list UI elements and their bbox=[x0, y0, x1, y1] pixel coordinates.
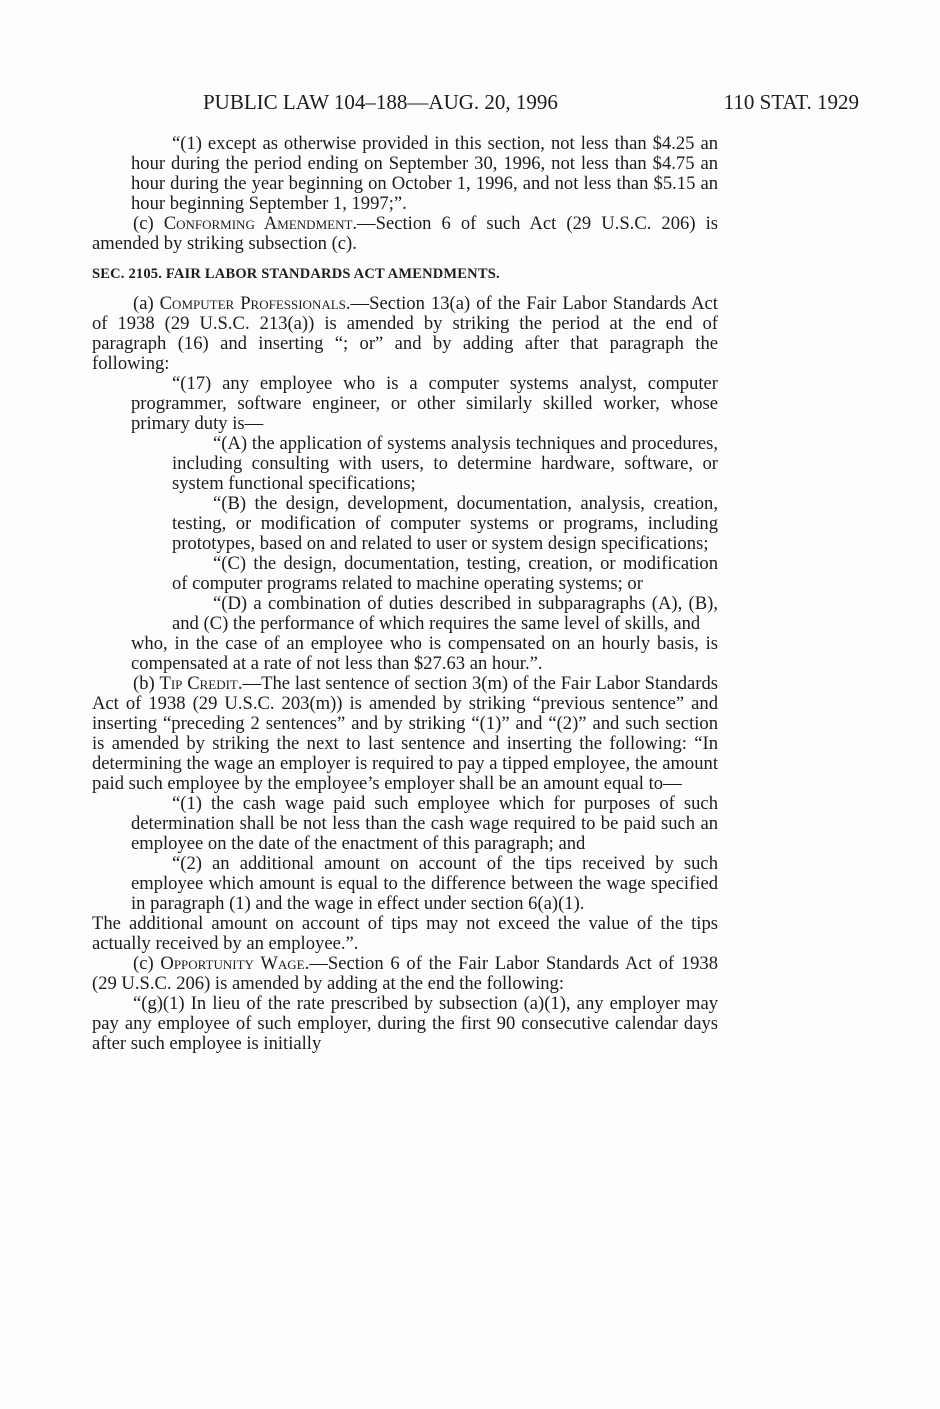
quoted-subparagraph-c: “(C) the design, documentation, testing, creation, or modification of computer programs related to machine operating systems; or bbox=[172, 553, 718, 594]
section-heading: SEC. 2105. FAIR LABOR STANDARDS ACT AMENDMENTS. bbox=[92, 266, 500, 282]
quoted-subsection-g: “(g)(1) In lieu of the rate prescribed by subsection (a)(1), any employer may pay any employee of such employer, during the first 90 consecutive calendar days after such employee is initially bbox=[92, 993, 718, 1054]
subsection-text: .—Section 6 of such Act (29 U.S.C. 206) is amended by striking subsection (c). bbox=[92, 213, 718, 254]
tip-continuation: The additional amount on account of tips may not exceed the value of the tips actually received by an employee.”. bbox=[92, 913, 718, 954]
subsection-c-conforming-amendment bbox=[92, 214, 718, 254]
subsection-heading: Opportunity Wage bbox=[160, 953, 305, 974]
quoted-paragraph-17-continuation: who, in the case of an employee who is compensated on an hourly basis, is compensated at a rate of not less than $27.63 an hour.”. bbox=[131, 633, 718, 674]
subsection-heading: Tip Credit bbox=[159, 673, 238, 694]
quoted-subparagraph-a: “(A) the application of systems analysis techniques and procedures, including consulting with users, to determine hardware, software, or system functional specifications; bbox=[172, 433, 718, 494]
quoted-subparagraph-d: “(D) a combination of duties described in subparagraphs (A), (B), and (C) the performance of which requires the same level of skills, and bbox=[172, 593, 718, 634]
subsection-label: (a) bbox=[133, 293, 160, 314]
subsection-text: .—Section 13(a) of the Fair Labor Standards Act of 1938 (29 U.S.C. 213(a)) is amended by striking the period at the end of paragraph (16) and inserting “; or” and by adding after that paragraph the following: bbox=[92, 293, 718, 374]
statute-page-reference: 110 STAT. 1929 bbox=[723, 90, 859, 114]
quoted-tip-paragraph-2: “(2) an additional amount on account of the tips received by such employee which amount is equal to the difference between the wage specified in paragraph (1) and the wage in effect under section 6(a)(1). bbox=[131, 853, 718, 914]
subsection-a-computer-professionals bbox=[92, 294, 718, 374]
page-header bbox=[203, 88, 859, 116]
subsection-label: (c) bbox=[133, 213, 164, 234]
quoted-tip-paragraph-1: “(1) the cash wage paid such employee which for purposes of such determination shall be not less than the cash wage required to be paid such an employee on the date of the enactment of this paragraph; and bbox=[131, 793, 718, 854]
subsection-heading: Conforming Amendment bbox=[163, 213, 353, 234]
subsection-c-opportunity-wage bbox=[92, 954, 718, 994]
document-body bbox=[92, 134, 718, 1054]
subsection-label: (c) bbox=[133, 953, 161, 974]
subsection-text: .—The last sentence of section 3(m) of the Fair Labor Standards Act of 1938 (29 U.S.C. 203(m)) is amended by striking “previous sentence” and inserting “preceding 2 sentences” and by striking “(1)” and “(2)” and such section is amended by striking the next to last sentence and inserting the following: “In determining the wage an employer is required to pay a tipped employee, the amount paid such employee by the employee’s employer shall be an amount equal to— bbox=[92, 673, 718, 794]
quoted-subparagraph-b: “(B) the design, development, documentation, analysis, creation, testing, or modification of computer systems or programs, including prototypes, based on and related to user or system design specifications; bbox=[172, 493, 718, 554]
subsection-text: .—Section 6 of the Fair Labor Standards Act of 1938 (29 U.S.C. 206) is amended by adding at the end the following: bbox=[92, 953, 718, 994]
subsection-b-tip-credit bbox=[92, 674, 718, 794]
quoted-paragraph-17: “(17) any employee who is a computer systems analyst, computer programmer, software engineer, or other similarly skilled worker, whose primary duty is— bbox=[131, 373, 718, 434]
subsection-heading: Computer Professionals bbox=[159, 293, 346, 314]
running-head: PUBLIC LAW 104–188—AUG. 20, 1996 bbox=[203, 90, 558, 114]
quoted-paragraph-1: “(1) except as otherwise provided in this section, not less than $4.25 an hour during the period ending on September 30, 1996, not less than $4.75 an hour during the year beginning on October 1, 1996, and not less than $5.15 an hour beginning September 1, 1997;”. bbox=[131, 133, 718, 214]
subsection-label: (b) bbox=[133, 673, 160, 694]
